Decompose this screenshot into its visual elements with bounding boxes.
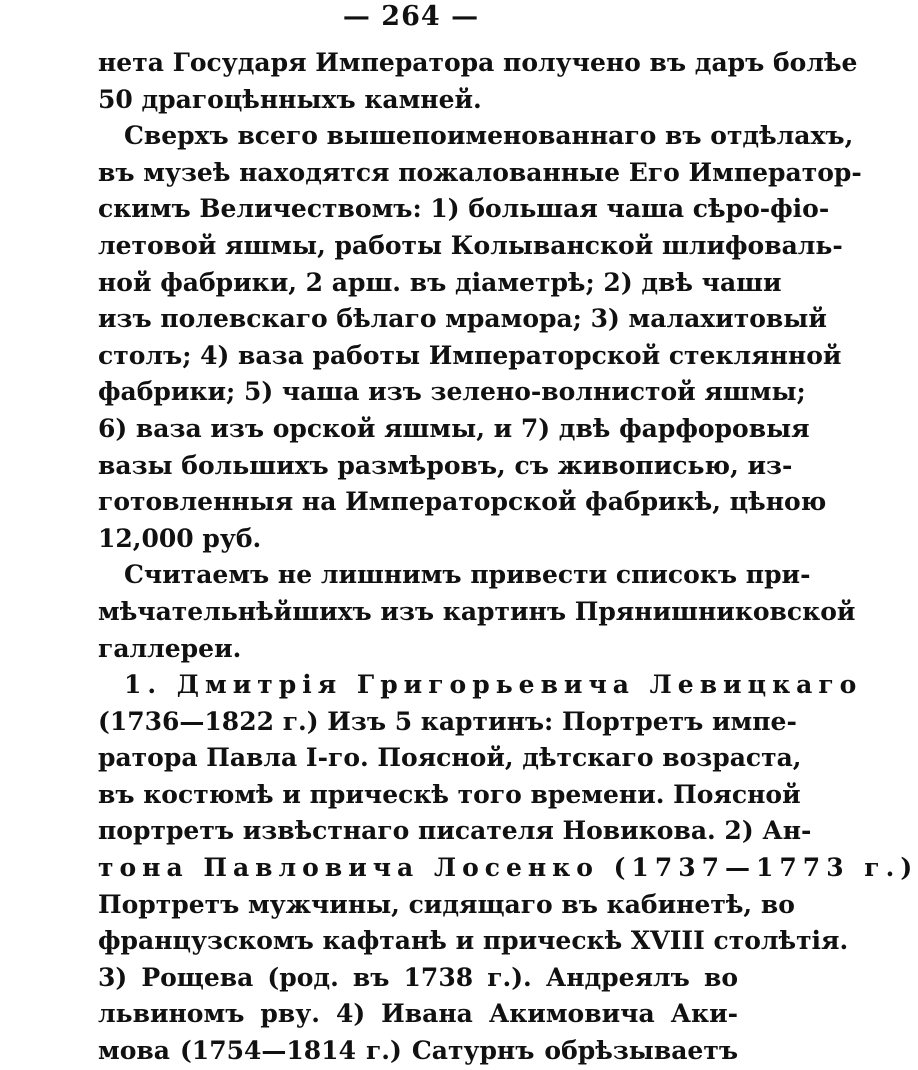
paragraph-start-line: 1. Дмитрія Григорьевича Левицкаго — [124, 670, 863, 700]
text-line: готовленныя на Императорской фабрикѣ, цѣною — [98, 487, 827, 517]
text-line: ратора Павла I-го. Поясной, дѣтскаго возраста, — [98, 743, 802, 773]
text-line: въ музеѣ находятся пожалованные Его Император- — [98, 157, 862, 187]
text-line: 3) Рощева (род. въ 1738 г.). Андреялъ во — [98, 962, 738, 992]
paragraph-start-line: Считаемъ не лишнимъ привести списокъ при- — [124, 560, 811, 590]
text-line: изъ полевскаго бѣлаго мрамора; 3) малахитовый — [98, 304, 827, 334]
text-line: Портретъ мужчины, сидящаго въ кабинетѣ, во — [98, 889, 795, 919]
text-line: нета Государя Императора получено въ даръ болѣе — [98, 48, 858, 77]
text-line: столъ; 4) ваза работы Императорской стеклянной — [98, 340, 842, 370]
text-line: (1736—1822 г.) Изъ 5 картинъ: Портретъ импе- — [98, 706, 797, 736]
text-line: мова (1754—1814 г.) Сатурнъ обрѣзываетъ — [98, 1036, 738, 1066]
text-line: львиномъ рву. 4) Ивана Акимовича Аки- — [98, 999, 738, 1029]
text-line: вазы большихъ размѣровъ, съ живописью, из- — [98, 450, 793, 480]
body-text — [98, 45, 918, 1070]
text-line: портретъ извѣстнаго писателя Новикова. 2) Ан- — [98, 816, 812, 846]
text-line: скимъ Величествомъ: 1) большая чаша сѣро-фіо- — [98, 194, 830, 224]
text-line: тона Павловича Лосенко (1737—1773 г.) — [98, 853, 918, 883]
text-line: фабрики; 5) чаша изъ зелено-волнистой яшмы; — [98, 377, 806, 407]
text-line: 12,000 руб. — [98, 523, 262, 553]
text-line: французскомъ кафтанѣ и прическѣ XVIII столѣтія. — [98, 926, 849, 956]
text-line: ной фабрики, 2 арш. въ діаметрѣ; 2) двѣ чаши — [98, 267, 782, 297]
text-line: летовой яшмы, работы Колыванской шлифоваль- — [98, 230, 843, 260]
text-line: 6) ваза изъ орской яшмы, и 7) двѣ фарфоровыя — [98, 413, 810, 443]
text-line: въ костюмѣ и прическѣ того времени. Поясной — [98, 779, 801, 809]
paragraph-start-line: Сверхъ всего вышепоименованнаго въ отдѣлахъ, — [124, 121, 854, 151]
page-number: — 264 — — [342, 1, 480, 32]
text-line: галлереи. — [98, 633, 242, 663]
text-line: 50 драгоцѣнныхъ камней. — [98, 84, 482, 114]
text-line: мѣчательнѣйшихъ изъ картинъ Прянишниковской — [98, 596, 856, 626]
